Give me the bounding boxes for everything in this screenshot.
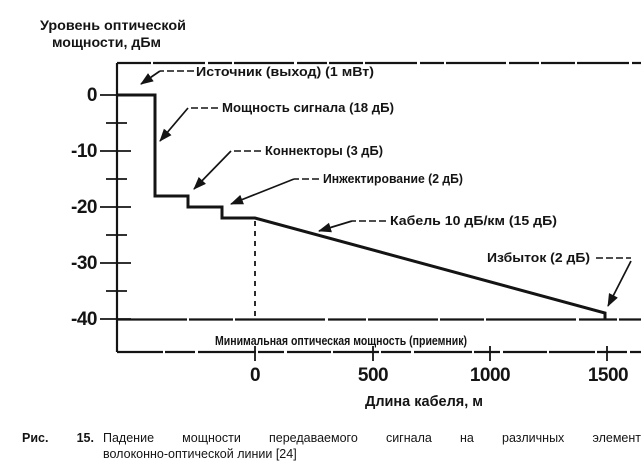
x-tick-label: 500	[357, 365, 389, 386]
figure-caption	[22, 431, 641, 462]
caption-figure-number: 15.	[76, 431, 94, 445]
caption-text	[103, 431, 641, 462]
annotation-source-arrow	[141, 71, 160, 84]
y-tick-label: 0	[86, 85, 97, 106]
y-tick-label: -20	[71, 197, 97, 218]
x-axis-labels	[250, 365, 628, 386]
y-axis-labels	[71, 85, 97, 330]
annotation-cable-label: Кабель 10 дБ/км (15 дБ)	[390, 213, 557, 228]
x-tick-label: 1500	[587, 365, 629, 386]
annotation-signal-power	[160, 100, 394, 141]
annotation-injection-label: Инжектирование (2 дБ)	[323, 171, 463, 186]
annotation-signal-power-arrow	[160, 108, 188, 141]
annotation-signal-power-label: Мощность сигнала (18 дБ)	[222, 100, 394, 115]
x-axis-title: Длина кабеля, м	[365, 393, 483, 410]
y-tick-label: -40	[71, 309, 97, 330]
annotation-source-label: Источник (выход) (1 мВт)	[196, 64, 374, 79]
annotation-excess	[487, 250, 631, 306]
power-level-curve	[117, 95, 605, 320]
annotation-connectors-label: Коннекторы (3 дБ)	[265, 143, 383, 158]
annotation-cable	[319, 213, 557, 231]
min-power-label: Минимальная оптическая мощность (приемник)	[215, 333, 467, 348]
y-axis-ticks	[100, 95, 131, 319]
annotation-cable-arrow	[319, 221, 352, 231]
caption-figure-word: Рис.	[22, 431, 49, 445]
caption-text-line2: волоконно-оптической линии [24]	[103, 446, 297, 461]
y-tick-label: -30	[71, 253, 97, 274]
annotation-source	[141, 64, 374, 84]
y-tick-label: -10	[71, 141, 97, 162]
y-axis-title-line1: Уровень оптической	[40, 18, 186, 33]
x-tick-label: 1000	[469, 365, 511, 386]
x-tick-label: 0	[249, 365, 261, 386]
y-axis-title-line2: мощности, дБм	[52, 35, 162, 50]
caption-text-line1: Падение мощности передаваемого сигнала на различных элемент	[103, 431, 641, 445]
caption-number	[22, 431, 103, 462]
annotation-injection	[231, 171, 463, 204]
annotation-injection-arrow	[231, 179, 294, 204]
annotation-excess-label: Избыток (2 дБ)	[487, 250, 590, 265]
annotation-connectors-arrow	[194, 151, 231, 189]
annotation-excess-arrow	[608, 261, 631, 306]
x-axis-ticks	[255, 346, 607, 361]
